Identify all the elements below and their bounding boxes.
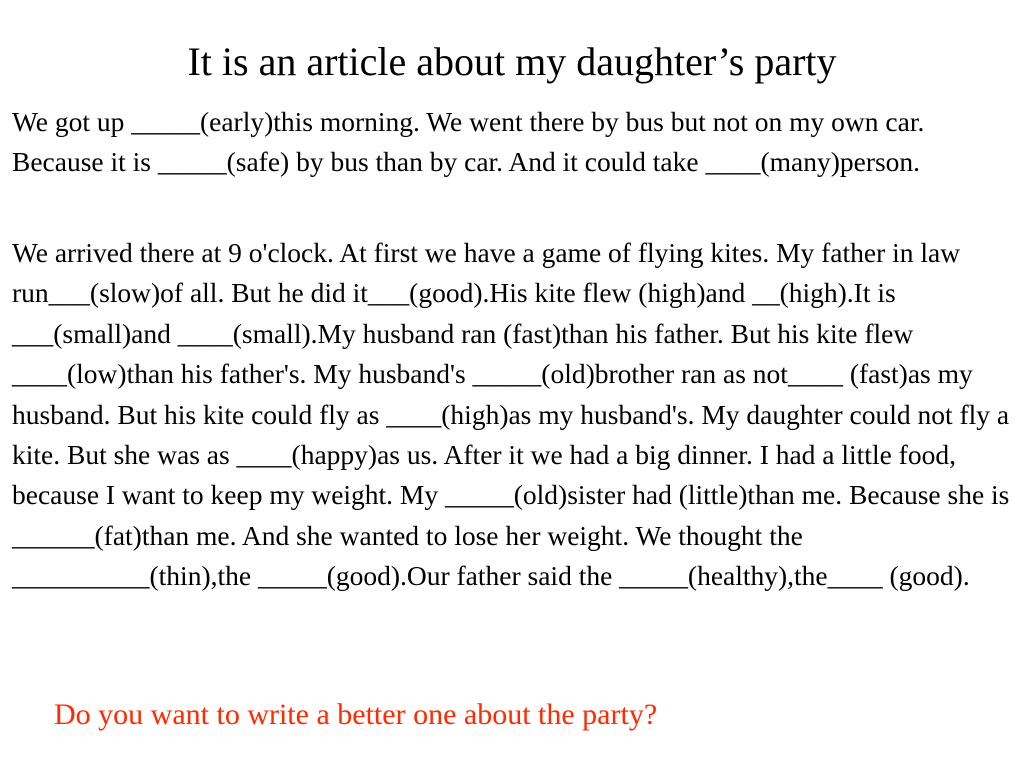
slide-title: It is an article about my daughter’s party xyxy=(187,39,837,84)
paragraph-party: We arrived there at 9 o'clock. At first we have a game of flying kites. My father in law run___(slow)of all. But he did it___(good).His kite flew (high)and __(high).It is ___(small)and ____(small).My husband ran (fast)than his father. But his kite flew ____(low)than his father's. My husband's _____(old)brother ran as not____ (fast)as my husband. But his kite could fly as ____(high)as my husband's. My daughter could not fly a kite. But she was as ____(happy)as us. After it we had a big dinner. I had a little food, because I want to keep my weight. My _____(old)sister had (little)than me. Because she is ______(fat)than me. And she wanted to lose her weight. We thought the __________(thin),the _____(good).Our father said the _____(healthy),the____ (good). xyxy=(12,237,1010,592)
paragraph-intro: We got up _____(early)this morning. We went there by bus but not on my own car. Because it is _____(safe) by bus than by car. And it could take ____(many)person. xyxy=(12,106,925,178)
question-prompt: Do you want to write a better one about the party? xyxy=(54,698,658,731)
